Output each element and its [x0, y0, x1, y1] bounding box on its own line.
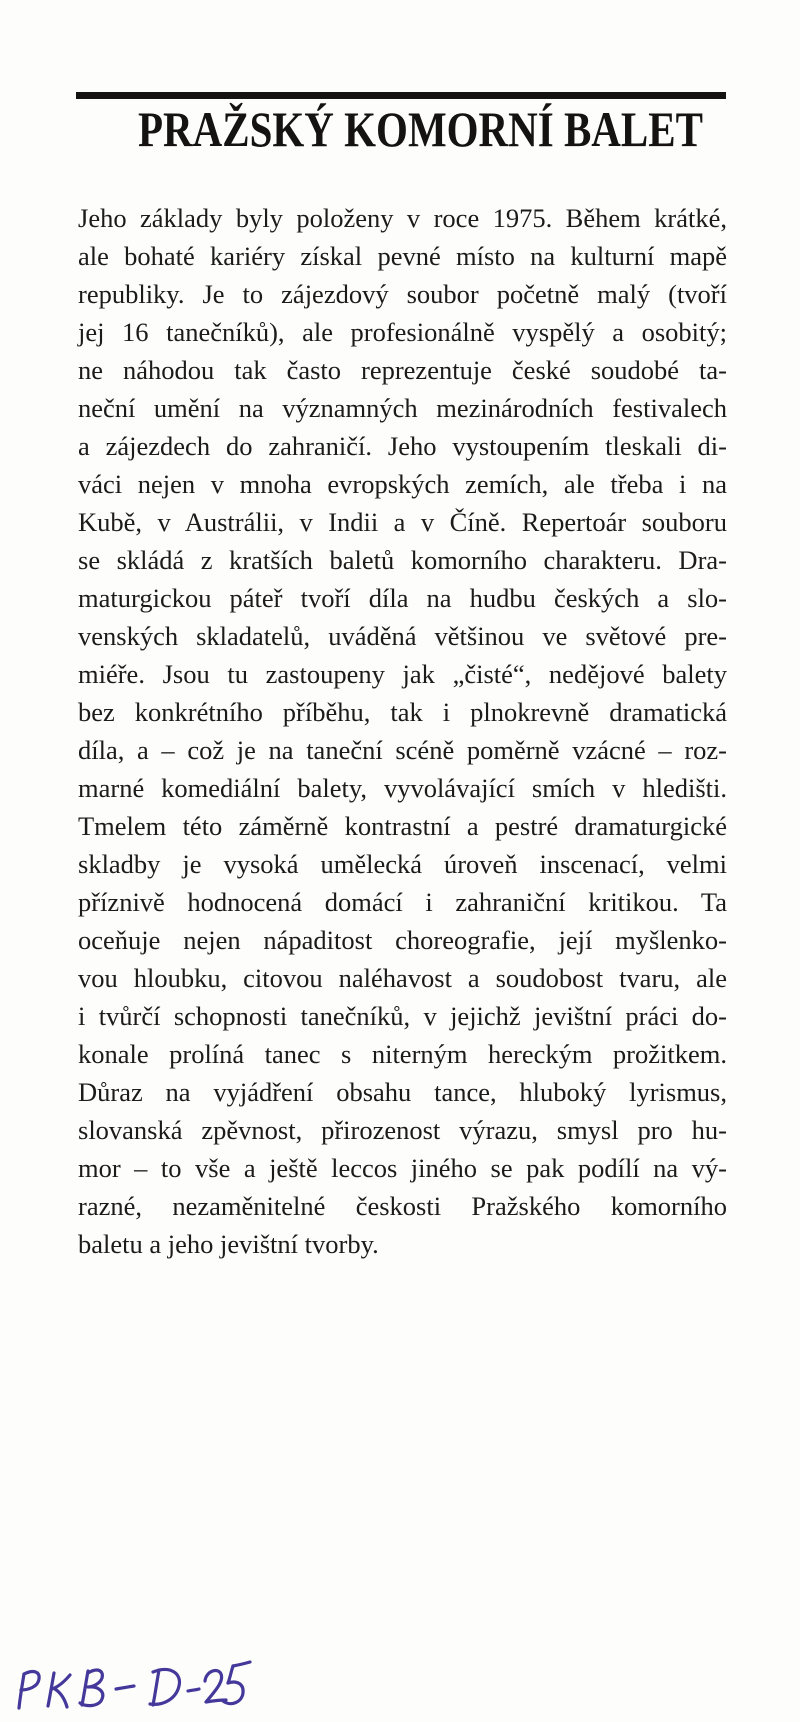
paragraph-line: Důraz na vyjádření obsahu tance, hluboký lyrismus,: [78, 1077, 727, 1107]
paragraph-line: ale bohaté kariéry získal pevné místo na kulturní mapě: [78, 241, 727, 271]
paragraph-line: republiky. Je to zájezdový soubor početně malý (tvoří: [78, 279, 727, 309]
handwritten-dash: [188, 1689, 199, 1691]
paragraph-line: díla, a – což je na taneční scéně poměrně vzácné – roz-: [78, 735, 727, 765]
paragraph-line: razné, nezaměnitelné českosti Pražského komorního: [78, 1191, 727, 1221]
handwritten-letter-K: [55, 1689, 67, 1707]
handwritten-digit-5: [233, 1662, 250, 1666]
paragraph-line: ne náhodou tak často reprezentuje české soudobé ta-: [78, 355, 727, 385]
paragraph-line: Kubě, v Austrálii, v Indii a v Číně. Repertoár souboru: [78, 507, 727, 537]
page-title: [76, 101, 726, 157]
paragraph-line: marné komediální balety, vyvolávající smích v hledišti.: [78, 773, 727, 803]
paragraph-line: jej 16 tanečníků), ale profesionálně vyspělý a osobitý;: [78, 317, 727, 347]
paragraph-line: vou hloubku, citovou naléhavost a soudobost tvaru, ale: [78, 963, 727, 993]
paragraph-line: a zájezdech do zahraničí. Jeho vystoupením tleskali di-: [78, 431, 727, 461]
handwritten-digit-2: [205, 1670, 226, 1702]
title-rule: [76, 92, 726, 99]
paragraph-line: maturgickou páteř tvoří díla na hudbu českých a slo-: [78, 583, 727, 613]
paragraph-line: oceňuje nejen nápaditost choreografie, její myšlenko-: [78, 925, 727, 955]
handwritten-annotation: [12, 1656, 257, 1714]
body-paragraph: [78, 199, 727, 1263]
handwritten-dash: [116, 1686, 134, 1689]
paragraph-line: se skládá z kratších baletů komorního charakteru. Dra-: [78, 545, 727, 575]
handwritten-letter-D: [153, 1670, 159, 1705]
paragraph-line: slovanská zpěvnost, přirozenost výrazu, smysl pro hu-: [78, 1115, 727, 1145]
paragraph-line: Jeho základy byly položeny v roce 1975. Během krátké,: [78, 203, 727, 233]
paragraph-line: venských skladatelů, uváděná většinou ve světové pre-: [78, 621, 727, 651]
paragraph-line: baletu a jeho jevištní tvorby.: [78, 1229, 379, 1259]
paragraph-line: miéře. Jsou tu zastoupeny jak „čisté“, nedějové balety: [78, 659, 727, 689]
paragraph-line: Tmelem této záměrně kontrastní a pestré dramaturgické: [78, 811, 727, 841]
paragraph-line: váci nejen v mnoha evropských zemích, ale třeba i na: [78, 469, 727, 499]
paragraph-line: i tvůrčí schopnosti tanečníků, v jejichž jevištní práci do-: [78, 1001, 727, 1031]
paragraph-line: skladby je vysoká umělecká úroveň inscenací, velmi: [78, 849, 727, 879]
paragraph-line: mor – to vše a ještě leccos jiného se pak podílí na vý-: [78, 1153, 727, 1183]
paragraph-line: bez konkrétního příběhu, tak i plnokrevně dramatická: [78, 697, 727, 727]
paragraph-line: konale prolíná tanec s niterným hereckým prožitkem.: [78, 1039, 727, 1069]
page-title-text: PRAŽSKÝ KOMORNÍ BALET: [138, 101, 703, 157]
paragraph-line: příznivě hodnocená domácí i zahraniční kritikou. Ta: [78, 887, 727, 917]
paragraph-line: neční umění na významných mezinárodních festivalech: [78, 393, 727, 423]
